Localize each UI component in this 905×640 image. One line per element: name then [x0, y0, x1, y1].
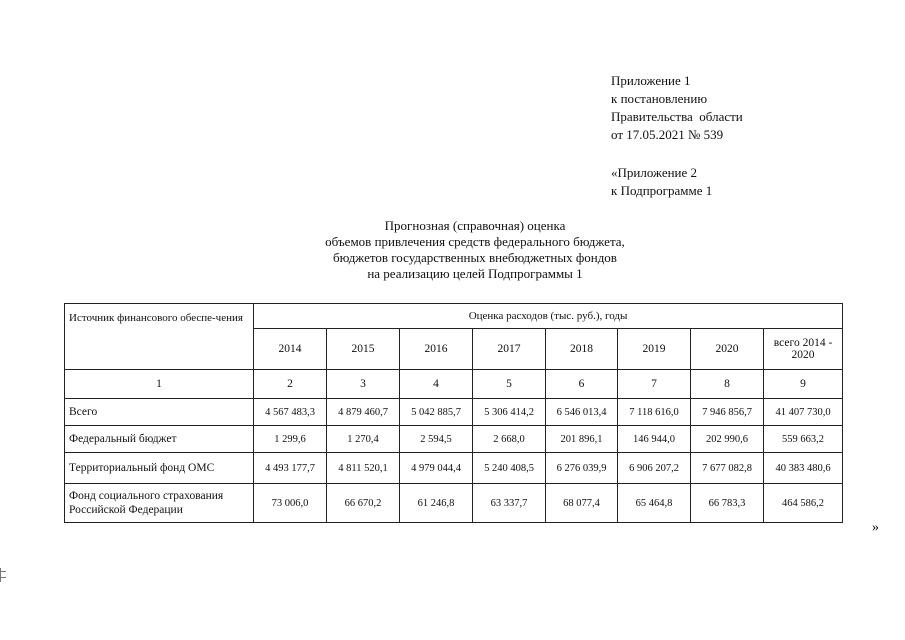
value-cell: 7 118 616,0: [618, 399, 691, 426]
header-row: [65, 304, 843, 329]
value-cell: 4 567 483,3: [254, 399, 327, 426]
value-cell: 2 594,5: [400, 426, 473, 453]
value-cell: 6 546 013,4: [546, 399, 618, 426]
value-cell: 66 783,3: [691, 484, 764, 523]
value-cell: 68 077,4: [546, 484, 618, 523]
value-cell: 73 006,0: [254, 484, 327, 523]
value-cell: 4 493 177,7: [254, 453, 327, 484]
appendix-line: Правительства области: [611, 109, 743, 124]
value-cell: 559 663,2: [764, 426, 843, 453]
table-row: [65, 399, 843, 426]
value-cell: 6 906 207,2: [618, 453, 691, 484]
title-line: объемов привлечения средств федерального бюджета,: [325, 234, 625, 249]
year-cell: 2016: [400, 329, 473, 370]
value-cell: 4 811 520,1: [327, 453, 400, 484]
financing-table: [64, 303, 843, 523]
table-row: [65, 426, 843, 453]
index-cell: 3: [327, 370, 400, 399]
title-line: на реализацию целей Подпрограммы 1: [367, 266, 583, 281]
value-cell: 4 979 044,4: [400, 453, 473, 484]
value-cell: 1 270,4: [327, 426, 400, 453]
year-cell: 2014: [254, 329, 327, 370]
value-cell: 5 042 885,7: [400, 399, 473, 426]
index-cell: 9: [764, 370, 843, 399]
appendix-line: к Подпрограмме 1: [611, 183, 713, 198]
index-row: [65, 370, 843, 399]
value-cell: 7 946 856,7: [691, 399, 764, 426]
row-label: Федеральный бюджет: [65, 426, 254, 453]
year-cell: 2015: [327, 329, 400, 370]
closing-quote: »: [872, 520, 879, 535]
value-cell: 6 276 039,9: [546, 453, 618, 484]
appendix-line: от 17.05.2021 № 539: [611, 127, 724, 142]
value-cell: 5 240 408,5: [473, 453, 546, 484]
index-cell: 8: [691, 370, 764, 399]
year-cell: 2018: [546, 329, 618, 370]
value-cell: 63 337,7: [473, 484, 546, 523]
title-line: Прогнозная (справочная) оценка: [384, 218, 566, 233]
value-cell: 1 299,6: [254, 426, 327, 453]
index-cell: 7: [618, 370, 691, 399]
year-cell: 2019: [618, 329, 691, 370]
appendix-block: [611, 72, 743, 200]
estimate-header: Оценка расходов (тыс. руб.), годы: [254, 304, 843, 329]
table-row: [65, 453, 843, 484]
year-total-cell: всего 2014 - 2020: [764, 329, 843, 370]
index-cell: 2: [254, 370, 327, 399]
value-cell: 201 896,1: [546, 426, 618, 453]
value-cell: 202 990,6: [691, 426, 764, 453]
value-cell: 7 677 082,8: [691, 453, 764, 484]
index-cell: 5: [473, 370, 546, 399]
value-cell: 66 670,2: [327, 484, 400, 523]
appendix-line: Приложение 1: [611, 73, 691, 88]
table-row: [65, 484, 843, 523]
value-cell: 41 407 730,0: [764, 399, 843, 426]
index-cell: 4: [400, 370, 473, 399]
appendix-line: к постановлению: [611, 91, 708, 106]
index-cell: 1: [65, 370, 254, 399]
document-title: [250, 218, 700, 282]
value-cell: 5 306 414,2: [473, 399, 546, 426]
value-cell: 2 668,0: [473, 426, 546, 453]
appendix-line: «Приложение 2: [611, 165, 698, 180]
value-cell: 65 464,8: [618, 484, 691, 523]
row-label: Территориальный фонд ОМС: [65, 453, 254, 484]
value-cell: 4 879 460,7: [327, 399, 400, 426]
margin-mark: [0, 568, 7, 582]
value-cell: 464 586,2: [764, 484, 843, 523]
row-label: Фонд социального страхования Российской Федерации: [65, 484, 254, 523]
year-cell: 2020: [691, 329, 764, 370]
index-cell: 6: [546, 370, 618, 399]
value-cell: 146 944,0: [618, 426, 691, 453]
row-label: Всего: [65, 399, 254, 426]
year-cell: 2017: [473, 329, 546, 370]
title-line: бюджетов государственных внебюджетных фондов: [333, 250, 617, 265]
value-cell: 40 383 480,6: [764, 453, 843, 484]
source-header: Источник финансового обеспе-чения: [65, 304, 254, 370]
value-cell: 61 246,8: [400, 484, 473, 523]
